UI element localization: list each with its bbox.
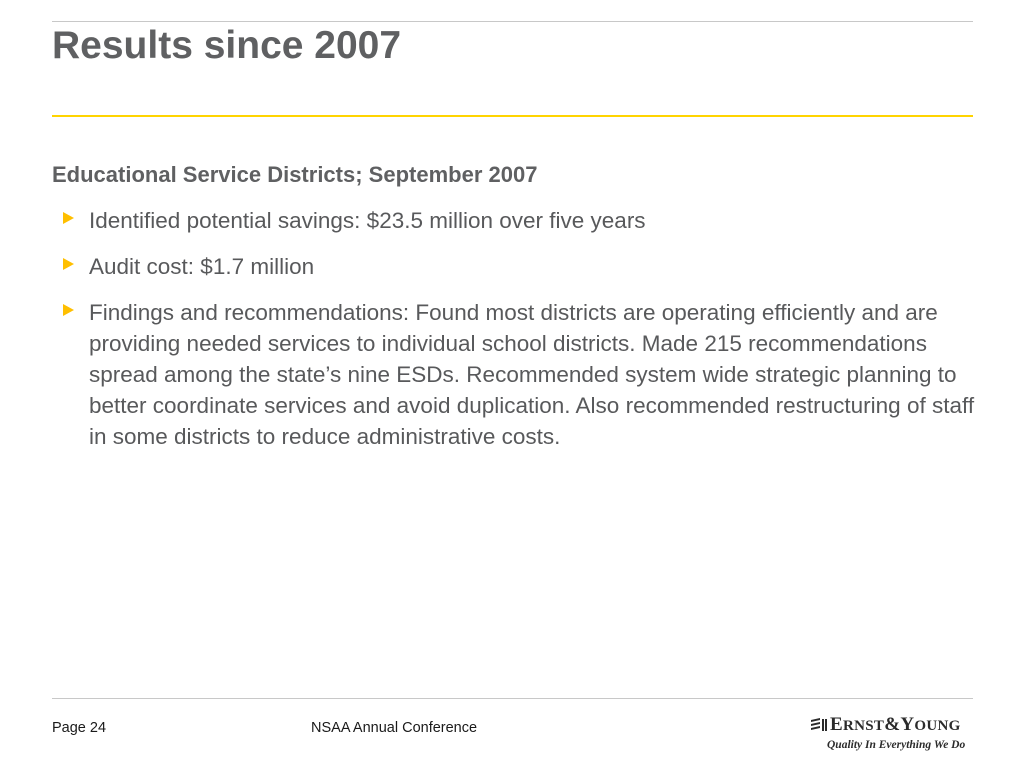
bullet-text: Findings and recommendations: Found most districts are operating efficiently and are providing needed services to individual school districts. Made 215 recommendations spread among the state’s nine ESDs. Recommended system wide strategic planning to better coordinate services and avoid duplication. Also recommended restructuring of staff in some districts to reduce administrative costs. [89,300,975,449]
logo-mark-icon [810,717,828,733]
section-subheading: Educational Service Districts; September 2007 [52,162,538,187]
bullet-item-savings [62,205,992,236]
bullet-item-audit-cost [62,251,992,282]
bullet-list [62,205,992,467]
triangle-right-icon [63,304,74,316]
slide-title: Results since 2007 [52,24,402,67]
company-logo [810,714,978,754]
triangle-right-icon [63,258,74,270]
bullet-text: Audit cost: $1.7 million [89,254,315,279]
bullet-item-findings [62,297,992,452]
bullet-text: Identified potential savings: $23.5 million over five years [89,208,646,233]
title-accent-divider [52,115,973,117]
page-number: Page 24 [52,720,107,736]
logo-wordmark: ERNST&YOUNG [830,714,961,735]
conference-name: NSAA Annual Conference [311,720,478,736]
footer-divider [52,698,973,699]
triangle-right-icon [63,212,74,224]
logo-tagline: Quality In Everything We Do [827,739,966,751]
